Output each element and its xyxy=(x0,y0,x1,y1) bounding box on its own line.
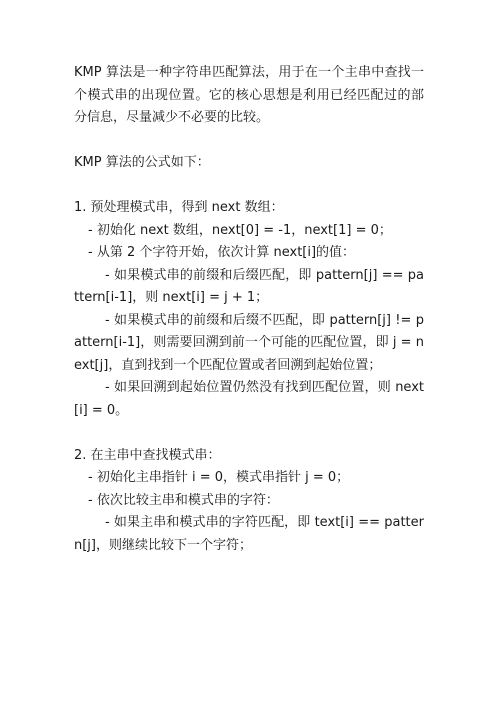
step2-title: 2. 在主串中查找模式串： xyxy=(74,447,221,463)
intro-paragraph: KMP 算法是一种字符串匹配算法，用于在一个主串中查找一个模式串的出现位置。它的核心思想是利用已经匹配过的部分信息，尽量减少不必要的比较。 xyxy=(74,65,424,125)
step1-title: 1. 预处理模式串，得到 next 数组： xyxy=(74,200,284,215)
step1-item-init: - 初始化 next 数组，next[0] = -1，next[1] = 0； xyxy=(88,222,392,238)
step2-subitem-match: - 如果主串和模式串的字符匹配，即 text[i] == pattern[j]，则继续比较下一个字符； xyxy=(74,515,424,553)
document-body xyxy=(74,62,424,557)
step1-subitem-match: - 如果模式串的前缀和后缀匹配，即 pattern[j] == pattern[i-1]，则 next[i] = j + 1； xyxy=(74,267,424,305)
paragraph-spacer xyxy=(74,175,424,198)
paragraph-spacer xyxy=(74,130,424,153)
step1-subitem-fallback: - 如果回溯到起始位置仍然没有找到匹配位置，则 next[i] = 0。 xyxy=(74,380,424,418)
step2-item-compare: - 依次比较主串和模式串的字符： xyxy=(88,492,279,508)
formula-intro-paragraph: KMP 算法的公式如下： xyxy=(74,155,210,170)
step1-subitem-mismatch: - 如果模式串的前缀和后缀不匹配，即 pattern[j] != pattern[i-1]，则需要回溯到前一个可能的匹配位置，即 j = next[j]，直到找到一个匹配位置或者回溯到起始位置； xyxy=(74,312,424,373)
step2-item-init: - 初始化主串指针 i = 0，模式串指针 j = 0； xyxy=(88,470,350,485)
paragraph-spacer xyxy=(74,422,424,445)
step1-item-compute: - 从第 2 个字符开始，依次计算 next[i]的值： xyxy=(88,245,356,260)
